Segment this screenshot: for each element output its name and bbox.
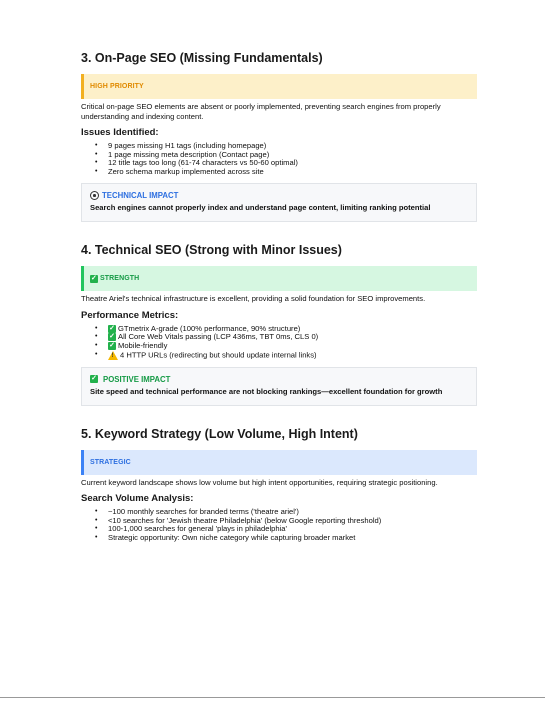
check-mark-icon: ✓ (91, 274, 97, 282)
section-paragraph: Current keyword landscape shows low volume but high intent opportunities, requiring strategic positioning. (81, 477, 438, 487)
list-item: • Strategic opportunity: Own niche category while capturing broader market (95, 534, 477, 543)
banner-label: STRENGTH (100, 275, 140, 283)
page-bottom-divider (0, 697, 545, 698)
check-mark-icon: ✓ (91, 375, 97, 383)
list-item: • 9 pages missing H1 tags (including homepage) (95, 142, 477, 151)
impact-title-row (90, 374, 468, 385)
strategic-banner: STRATEGIC (81, 450, 477, 475)
section-technical-seo (81, 242, 477, 405)
impact-title-row (90, 190, 468, 201)
section-heading: 4. Technical SEO (Strong with Minor Issues) (81, 243, 342, 258)
technical-impact-callout (81, 183, 477, 222)
check-mark-icon: ✓ (109, 342, 115, 350)
section-paragraph: Critical on-page SEO elements are absent or poorly implemented, preventing search engines from properly understanding and indexing content. (81, 102, 441, 121)
list-item: • 100-1,000 searches for general 'plays in philadelphia' (95, 525, 477, 534)
section-keyword-strategy (81, 426, 477, 543)
section-heading: 3. On-Page SEO (Missing Fundamentals) (81, 51, 323, 65)
list-item: • 1 page missing meta description (Contact page) (95, 151, 477, 160)
metrics-list (95, 325, 477, 360)
strength-banner (81, 266, 477, 291)
list-item: • <10 searches for 'Jewish theatre Philadelphia' (below Google reporting threshold) (95, 517, 477, 526)
impact-body: Site speed and technical performance are not blocking rankings—excellent foundation for growth (90, 386, 443, 396)
section-paragraph: Theatre Ariel's technical infrastructure is excellent, providing a solid foundation for SEO improvements. (81, 294, 426, 304)
list-item: • Zero schema markup implemented across site (95, 168, 477, 177)
impact-title: TECHNICAL IMPACT (102, 191, 179, 201)
section-on-page-seo (81, 50, 477, 222)
list-item-text: All Core Web Vitals passing (LCP 436ms, TBT 0ms, CLS 0) (118, 332, 319, 342)
impact-body: Search engines cannot properly index and understand page content, limiting ranking potential (90, 203, 431, 213)
issues-subheading: Issues Identified: (81, 127, 159, 138)
volume-subheading: Search Volume Analysis: (81, 493, 194, 505)
issues-list (95, 142, 477, 176)
list-item-text: Mobile-friendly (118, 341, 168, 351)
report-content (81, 50, 477, 543)
impact-title: POSITIVE IMPACT (103, 374, 171, 384)
list-item-text: GTmetrix A-grade (100% performance, 90% structure) (118, 323, 301, 333)
section-heading: 5. Keyword Strategy (Low Volume, High Intent) (81, 426, 358, 441)
list-item-text: 4 HTTP URLs (redirecting but should update internal links) (120, 350, 317, 360)
volume-list (95, 508, 477, 542)
list-item (95, 351, 477, 360)
high-priority-banner: HIGH PRIORITY (81, 74, 477, 99)
warning-icon (108, 351, 118, 360)
metrics-subheading: Performance Metrics: (81, 309, 179, 321)
positive-impact-callout (81, 367, 477, 406)
check-mark-icon: ✓ (109, 324, 115, 332)
list-item: • ~100 monthly searches for branded terms ('theatre ariel') (95, 508, 477, 517)
list-item: • 12 title tags too long (61-74 characters vs 50-60 optimal) (95, 159, 477, 168)
check-mark-icon: ✓ (109, 333, 115, 341)
gear-icon (90, 191, 99, 200)
